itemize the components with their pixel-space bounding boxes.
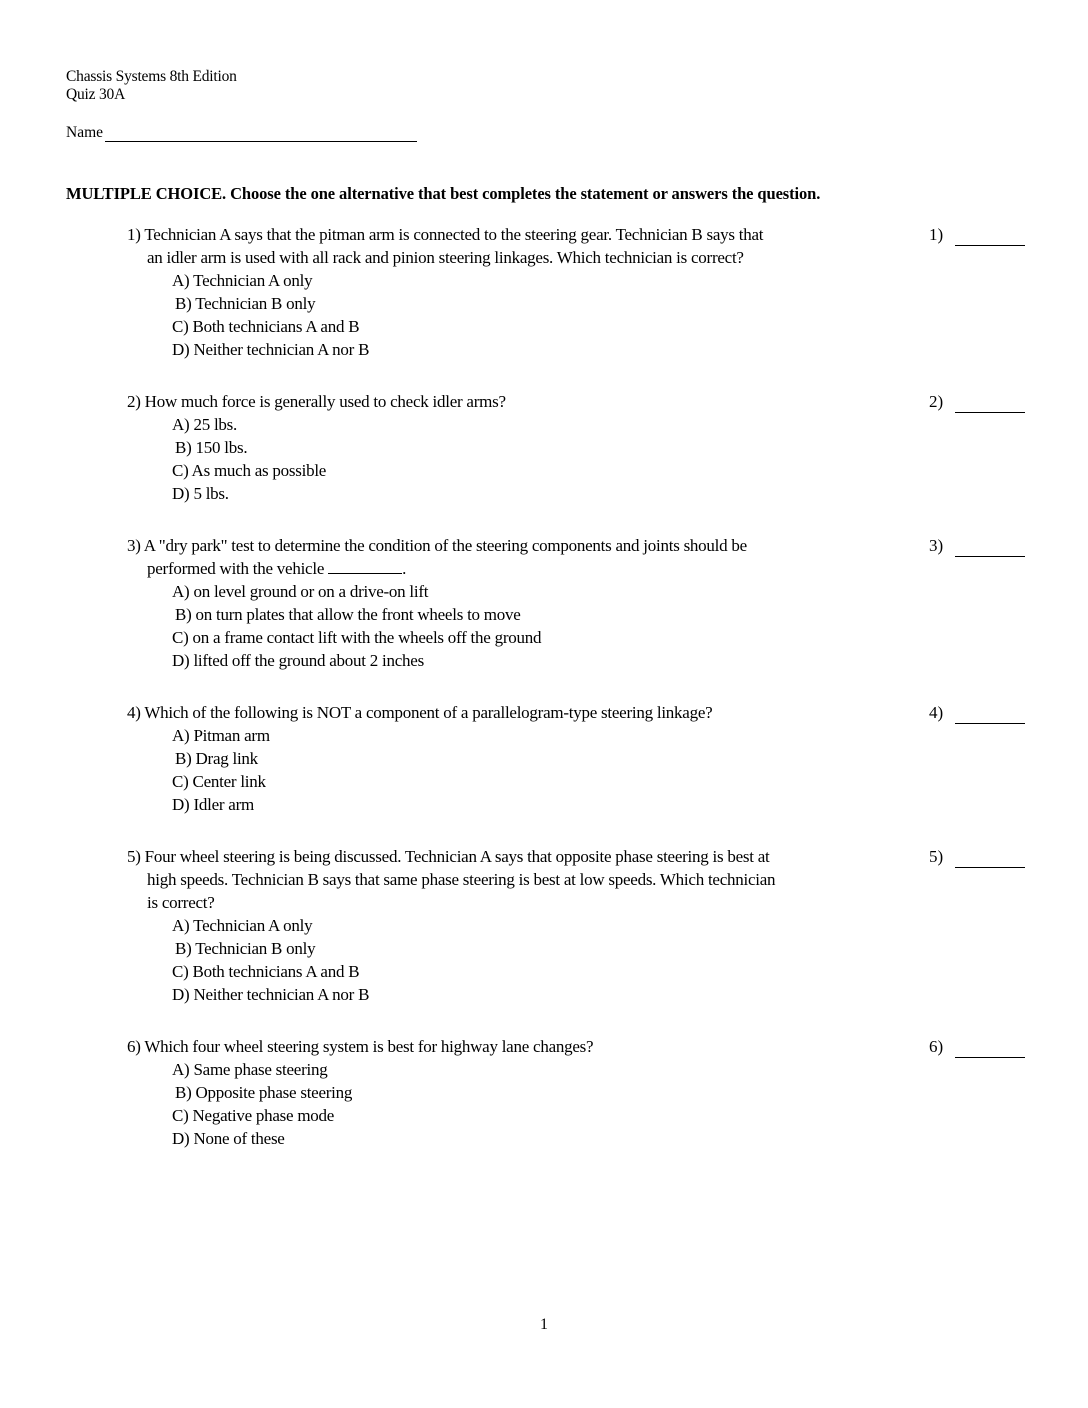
name-field[interactable] — [66, 124, 417, 142]
choice-b: B) on turn plates that allow the front wheels to move — [175, 605, 521, 624]
instructions: MULTIPLE CHOICE. Choose the one alternative that best completes the statement or answers the question. — [66, 184, 821, 203]
choice-d: D) None of these — [172, 1129, 285, 1148]
answer-blank[interactable] — [929, 534, 1025, 557]
question-stem — [127, 534, 902, 580]
answer-label: 2) — [929, 392, 944, 411]
stem-line: 4) Which of the following is NOT a component of a parallelogram-type steering linkage? — [127, 703, 713, 722]
question-stem — [127, 701, 902, 724]
stem-line: 1) Technician A says that the pitman arm is connected to the steering gear. Technician B says that — [127, 225, 764, 244]
course-title: Chassis Systems 8th Edition — [66, 68, 237, 85]
answer-line[interactable] — [955, 705, 1025, 724]
choice-a: A) Same phase steering — [172, 1060, 328, 1079]
answer-line[interactable] — [955, 1039, 1025, 1058]
choice-a: A) Pitman arm — [172, 726, 270, 745]
answer-label: 1) — [929, 225, 944, 244]
choice-c: C) Both technicians A and B — [172, 962, 360, 981]
page-number: 1 — [540, 1316, 548, 1333]
question-5 — [127, 845, 1087, 1006]
choice-b: B) Drag link — [175, 749, 258, 768]
choice-b: B) Technician B only — [175, 939, 316, 958]
choice-a: A) Technician A only — [172, 271, 313, 290]
question-4 — [127, 701, 1087, 816]
question-1 — [127, 223, 1087, 361]
choice-d: D) Neither technician A nor B — [172, 985, 370, 1004]
answer-blank[interactable] — [929, 1035, 1025, 1058]
question-stem — [127, 390, 902, 413]
stem-line: 3) A "dry park" test to determine the condition of the steering components and joints should be — [127, 536, 747, 555]
choice-b: B) 150 lbs. — [175, 438, 248, 457]
choice-b: B) Technician B only — [175, 294, 316, 313]
answer-line[interactable] — [955, 849, 1025, 868]
answer-line[interactable] — [955, 394, 1025, 413]
stem-line: performed with the vehicle — [147, 559, 325, 578]
choice-c: C) As much as possible — [172, 461, 327, 480]
name-label: Name — [66, 124, 104, 141]
choice-a: A) 25 lbs. — [172, 415, 238, 434]
choice-d: D) lifted off the ground about 2 inches — [172, 651, 424, 670]
choice-d: D) 5 lbs. — [172, 484, 229, 503]
answer-blank[interactable] — [929, 390, 1025, 413]
choice-a: A) Technician A only — [172, 916, 313, 935]
stem-line-wrap — [127, 557, 902, 580]
choice-d: D) Idler arm — [172, 795, 254, 814]
choice-c: C) Both technicians A and B — [172, 317, 360, 336]
answer-blank[interactable] — [929, 223, 1025, 246]
question-stem — [127, 845, 902, 914]
answer-blank[interactable] — [929, 845, 1025, 868]
choice-c: C) Center link — [172, 772, 266, 791]
choice-b: B) Opposite phase steering — [175, 1083, 353, 1102]
question-3 — [127, 534, 1087, 672]
choice-c: C) on a frame contact lift with the wheels off the ground — [172, 628, 542, 647]
answer-line[interactable] — [955, 227, 1025, 246]
question-6 — [127, 1035, 1087, 1150]
fill-in-blank — [328, 557, 402, 574]
name-input-line[interactable] — [105, 125, 417, 142]
stem-suffix: . — [402, 559, 407, 578]
question-2 — [127, 390, 1087, 505]
quiz-title: Quiz 30A — [66, 86, 126, 103]
stem-line: 6) Which four wheel steering system is best for highway lane changes? — [127, 1037, 594, 1056]
choice-c: C) Negative phase mode — [172, 1106, 335, 1125]
choice-d: D) Neither technician A nor B — [172, 340, 370, 359]
answer-label: 6) — [929, 1037, 944, 1056]
answer-blank[interactable] — [929, 701, 1025, 724]
stem-line: is correct? — [147, 893, 215, 912]
stem-line: 5) Four wheel steering is being discussed. Technician A says that opposite phase steering is best at — [127, 847, 770, 866]
stem-line: high speeds. Technician B says that same phase steering is best at low speeds. Which technician — [147, 870, 776, 889]
question-stem — [127, 223, 902, 269]
answer-label: 3) — [929, 536, 944, 555]
stem-line: an idler arm is used with all rack and pinion steering linkages. Which technician is correct? — [147, 248, 744, 267]
question-stem — [127, 1035, 902, 1058]
stem-line: 2) How much force is generally used to check idler arms? — [127, 392, 506, 411]
choice-a: A) on level ground or on a drive-on lift — [172, 582, 429, 601]
answer-line[interactable] — [955, 538, 1025, 557]
answer-label: 5) — [929, 847, 944, 866]
answer-label: 4) — [929, 703, 944, 722]
